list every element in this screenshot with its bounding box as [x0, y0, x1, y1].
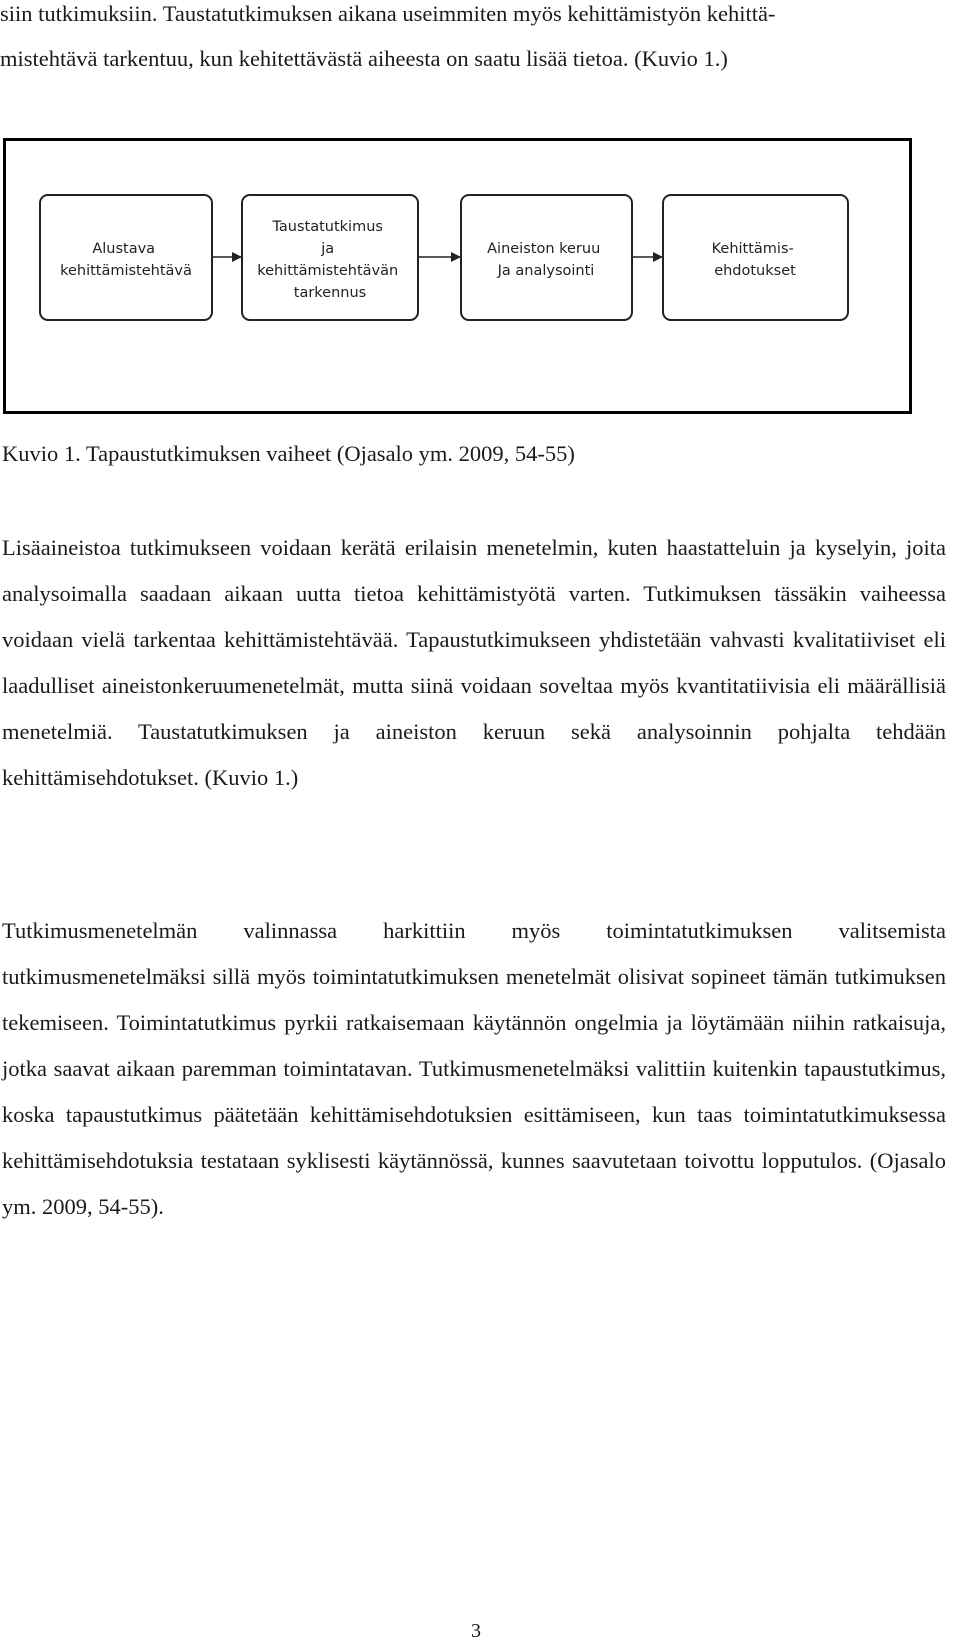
figure-caption: Kuvio 1. Tapaustutkimuksen vaiheet (Ojasalo ym. 2009, 54-55)	[2, 441, 575, 466]
box-label-taustatutkimus: Taustatutkimus ja kehittämistehtävän tarkennus	[257, 219, 399, 301]
box-taustatutkimus	[242, 195, 418, 320]
box-kehittamisehdotukset	[663, 195, 848, 320]
page-number: 3	[471, 1620, 481, 1642]
process-diagram	[6, 141, 909, 411]
box-aineiston-keruu	[461, 195, 632, 320]
paragraph-1: Lisäaineistoa tutkimukseen voidaan kerätä erilaisin menetelmin, kuten haastatteluin ja kyselyin, joita analysoimalla saadaan aikaan uutta tietoa kehittämistyötä varten. Tutkimuksen tässäkin vaiheessa voidaan vielä tarkentaa kehittämistehtävää. Tapaustutkimukseen yhdistetään vahvasti kvalitatiiviset eli laadulliset aineistonkeruumenetelmät, mutta siinä voidaan soveltaa myös kvantitatiivisia eli määrällisiä menetelmiä. Taustatutkimuksen ja aineiston keruun sekä analysoinnin pohjalta tehdään kehittämisehdotukset. (Kuvio 1.)	[2, 535, 946, 790]
box-alustava	[40, 195, 212, 320]
intro-line-1: siin tutkimuksiin. Taustatutkimuksen aikana useimmiten myös kehittämistyön kehittä-	[0, 1, 776, 26]
paragraph-2: Tutkimusmenetelmän valinnassa harkittiin myös toimintatutkimuksen valitsemista tutkimusmenetelmäksi sillä myös toimintatutkimuksen menetelmät olisivat sopineet tämän tutkimuksen tekemiseen. Toimintatutkimus pyrkii ratkaisemaan käytännön ongelmia ja löytämään niihin ratkaisuja, jotka saavat aikaan paremman toimintatavan. Tutkimusmenetelmäksi valittiin kuitenkin tapaustutkimus, koska tapaustutkimus päätetään kehittämisehdotuksien esittämiseen, kun taas toimintatutkimuksessa kehittämisehdotuksia testataan syklisesti käytännössä, kunnes saavutetaan toivottu lopputulos. (Ojasalo ym. 2009, 54-55).	[2, 918, 946, 1219]
figure-process-diagram	[3, 138, 912, 414]
box-label-alustava: Alustava kehittämistehtävä	[60, 241, 192, 279]
box-label-aineiston-keruu: Aineiston keruu Ja analysointi	[487, 241, 601, 279]
box-label-kehittamisehdotukset: Kehittämis- ehdotukset	[711, 241, 796, 279]
intro-line-2: mistehtävä tarkentuu, kun kehitettävästä aiheesta on saatu lisää tietoa. (Kuvio 1.)	[0, 46, 728, 71]
